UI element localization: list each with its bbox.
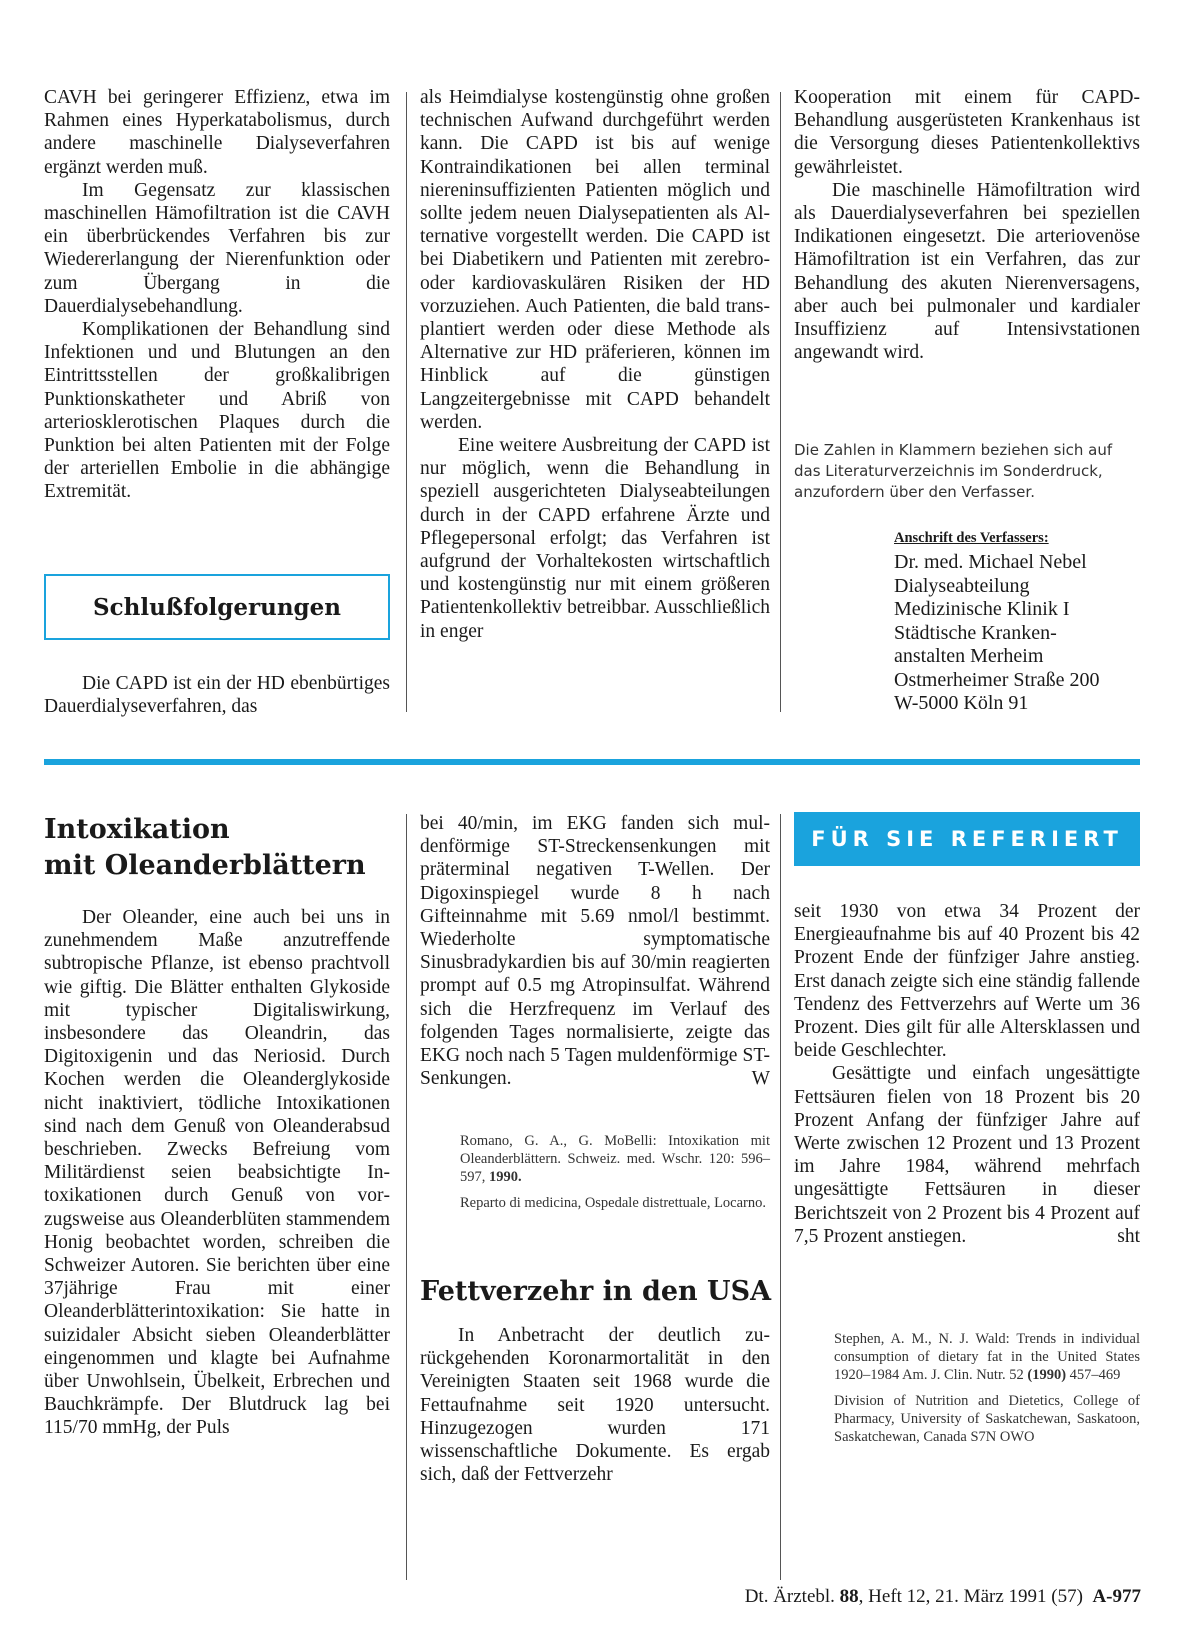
paragraph: In Anbetracht der deutlich zurückgehenden Koronarmortalität in den Vereinigten Staaten seit 1968 wurde die Fettaufnahme seit 1920 untersucht. Hinzugezogen wurden 171 wissenschaftliche Dokumente. Es ergab sich, daß der Fettverzehr	[420, 1325, 770, 1486]
address-line: Medizinische Klinik I	[894, 598, 1070, 620]
top-column-1-continued	[44, 672, 390, 718]
reference-citation	[834, 1330, 1140, 1384]
page-number: A-977	[1092, 1586, 1141, 1607]
address-line: anstalten Merheim	[894, 645, 1044, 667]
paragraph	[794, 1062, 1140, 1248]
paragraph: Eine weitere Ausbreitung der CAPD ist nur möglich, wenn die Behandlung in speziell ausgerichteten Dialyseabteilungen durch in der CAPD erfahrene Ärzte und Pflegepersonal erfolgt; das Verfahren ist aufgrund der Vorhaltekosten wirtschaftlich und kostengünstig nur mit einem größeren Patientenkollektiv betreibbar. Ausschließlich in enger	[420, 435, 770, 642]
top-column-2	[420, 86, 770, 643]
column-divider	[780, 92, 781, 712]
journal-issue: , Heft 12, 21. März 1991 (57)	[858, 1586, 1083, 1607]
author-address	[894, 530, 1144, 716]
oleander-reference	[460, 1132, 770, 1212]
top-column-3	[794, 86, 1140, 364]
paragraph: CAVH bei geringerer Effizienz, etwa im Rahmen eines Hyperkatabolismus, durch andere maschinelle Dialyseverfahren ergänzt werden muß.	[44, 87, 390, 178]
reference-pages: 457–469	[1069, 1367, 1121, 1383]
address-line: Städtische Kranken-	[894, 621, 1057, 644]
address-line: Dialyseabteilung	[894, 574, 1030, 597]
paragraph: Kooperation mit einem für CAPD-Behandlung ausgerüsteten Krankenhaus ist die Versorgung dieses Patientenkollektivs gewährleistet.	[794, 87, 1140, 178]
fett-column-3	[794, 900, 1140, 1248]
paragraph-text: Gesättigte und einfach ungesättigte Fettsäuren fielen von 18 Prozent bis 20 Prozent Anfang der fünfziger Jahre auf Werte zwischen 12 Prozent und 13 Prozent im Jahre 1984, während mehrfach ungesättigte Fettsäuren in dieser Berichtszeit von 2 Prozent bis 4 Prozent auf 7,5 Prozent anstiegen.	[794, 1063, 1140, 1247]
fett-reference	[834, 1330, 1140, 1446]
paragraph: Die maschinelle Hämofiltration wird als Dauerdialyseverfahren bei speziellen Indikationen eingesetzt. Die arteriovenöse Hämofiltration ist ein Verfahren, das zur Behandlung des akuten Nierenversagens, aber auch bei pulmonaler und kardialer Insuffizienz auf Intensivstationen angewandt wird.	[794, 179, 1140, 364]
address-line: Ostmerheimer Straße 200	[894, 668, 1100, 691]
paragraph-text: bei 40/min, im EKG fanden sich muldenförmige ST-Streckensenkungen mit präterminal negativen T-Wellen. Der Digoxinspiegel wurde 8 h nach Gifteinnahme mit 5.69 nmol/l bestimmt. Wiederholte symptomatische Sinusbradykardien bis auf 30/min reagierten prompt auf 0.5 mg Atropinsulfat. Während sich die Herzfrequenz im Verlauf des folgenden Tages normalisierte, zeigte das EKG noch nach 5 Tagen muldenförmige ST-Senkungen.	[420, 813, 770, 1090]
paragraph	[420, 812, 770, 1090]
address-lines	[894, 551, 1144, 716]
article-title: Fettverzehr in den USA	[420, 1276, 772, 1307]
oleander-column-2	[420, 812, 770, 1090]
note-text: Die Zahlen in Klammern beziehen sich auf das Literaturverzeichnis im Sonderdruck, anzufordern über den Verfasser.	[794, 441, 1113, 501]
address-label: Anschrift des Verfassers:	[894, 530, 1049, 546]
fett-column-2	[420, 1324, 770, 1486]
fett-title-block	[420, 1274, 776, 1310]
top-column-1	[44, 86, 390, 504]
section-divider-bar	[44, 759, 1140, 765]
reference-affiliation: Reparto di medicina, Ospedale distrettuale, Locarno.	[460, 1195, 767, 1211]
address-line: W-5000 Köln 91	[894, 692, 1029, 714]
column-divider	[406, 92, 407, 712]
journal-volume: 88	[839, 1586, 859, 1607]
section-heading-box: Schlußfolgerungen	[44, 574, 390, 640]
author-signature: sht	[1117, 1225, 1140, 1247]
oleander-column-1	[44, 906, 390, 1440]
paragraph: seit 1930 von etwa 34 Prozent der Energieaufnahme bis auf 40 Prozent bis 42 Prozent Ende der fünfziger Jahre anstieg. Erst danach zeigte sich eine ständig fallende Tendenz des Fettverzehrs auf Werte um 36 Prozent. Dies gilt für alle Altersklassen und beide Geschlechter.	[794, 901, 1140, 1062]
reference-year: 1990.	[489, 1169, 522, 1185]
page-footer	[745, 1586, 1141, 1608]
paragraph: Der Oleander, eine auch bei uns in zunehmendem Maße anzutreffende subtropische Pflanze, ist ebenso prachtvoll wie giftig. Die Blätter enthalten Glykoside mit typischer Digitaliswirkung, insbesondere das Oleandrin, das Digitoxigenin und das Neriosid. Durch Kochen werden die Oleanderglykoside nicht inaktiviert, tödliche Intoxikationen sind nach dem Genuß von Oleanderabsud beschrieben. Zwecks Befreiung vom Militärdienst seien beabsichtigte Intoxikationen durch Genuß von vorzugsweise aus Oleanderblüten stammendem Honig beobachtet worden, schreiben die Schweizer Autoren. Sie berichten über eine 37jährige Frau mit einer Oleanderblätterintoxikation: Sie hatte in suizidaler Absicht sieben Oleanderblätter eingenommen und klagte bei Aufnahme über Unwohlsein, Übelkeit, Erbrechen und Bauchkrämpfe. Der Blutdruck lag bei 115/70 mmHg, der Puls	[44, 907, 390, 1439]
reference-citation	[460, 1132, 770, 1186]
address-line: Dr. med. Michael Nebel	[894, 551, 1087, 573]
reference-affiliation: Division of Nutrition and Dietetics, College of Pharmacy, University of Saskatchewan, Saskatoon, Saskatchewan, Canada S7N OWO	[834, 1393, 1140, 1445]
article-title-line: Intoxikation	[44, 814, 230, 845]
paragraph: als Heimdialyse kostengünstig ohne großen technischen Aufwand durchgeführt werden kann. Die CAPD ist bis auf wenige Kontraindikationen bei allen terminal niereninsuffizienten Patienten möglich und sollte jedem neuen Dialysepatienten als Alternative vorgestellt werden. Die CAPD ist bei Diabetikern und Patienten mit zerebro- oder kardiovaskulären Risiken der HD vorzuziehen. Auch Patienten, die bald transplantiert werden oder diese Methode als Alternative zur HD präferieren, können im Hinblick auf die günstigen Langzeitergebnisse mit CAPD behandelt werden.	[420, 87, 770, 433]
reference-text: Romano, G. A., G. MoBelli: Intoxikation mit Oleanderblättern. Schweiz. med. Wschr. 120: 596–597,	[460, 1133, 770, 1185]
oleander-title	[44, 812, 390, 884]
paragraph: Komplikationen der Behandlung sind Infektionen und und Blutungen an den Eintrittsstellen der großkalibrigen Punktionskatheter und Abriß von arteriosklerotischen Plaques durch die Punktion bei alten Patienten mit der Folge der arteriellen Embolie in die abhängige Extremität.	[44, 319, 390, 503]
column-divider	[780, 814, 781, 1580]
paragraph: Die CAPD ist ein der HD ebenbürtiges Dauerdialyseverfahren, das	[44, 673, 390, 718]
reference-year: (1990)	[1027, 1367, 1067, 1383]
paragraph: Im Gegensatz zur klassischen maschinellen Hämofiltration ist die CAVH ein überbrückendes Verfahren bis zur Wiedererlangung der Nierenfunktion oder zum Übergang in die Dauerdialysebehandlung.	[44, 179, 390, 317]
reference-text: Stephen, A. M., N. J. Wald: Trends in individual consumption of dietary fat in the United States 1920–1984 Am. J. Clin. Nutr. 52	[834, 1331, 1140, 1383]
article-title-line: mit Oleanderblättern	[44, 850, 366, 881]
column-divider	[406, 814, 407, 1580]
author-signature: W	[751, 1068, 770, 1090]
journal-name: Dt. Ärztebl.	[744, 1586, 835, 1607]
literature-note	[794, 440, 1140, 503]
fuer-sie-referiert-badge: FÜR SIE REFERIERT	[794, 812, 1140, 866]
